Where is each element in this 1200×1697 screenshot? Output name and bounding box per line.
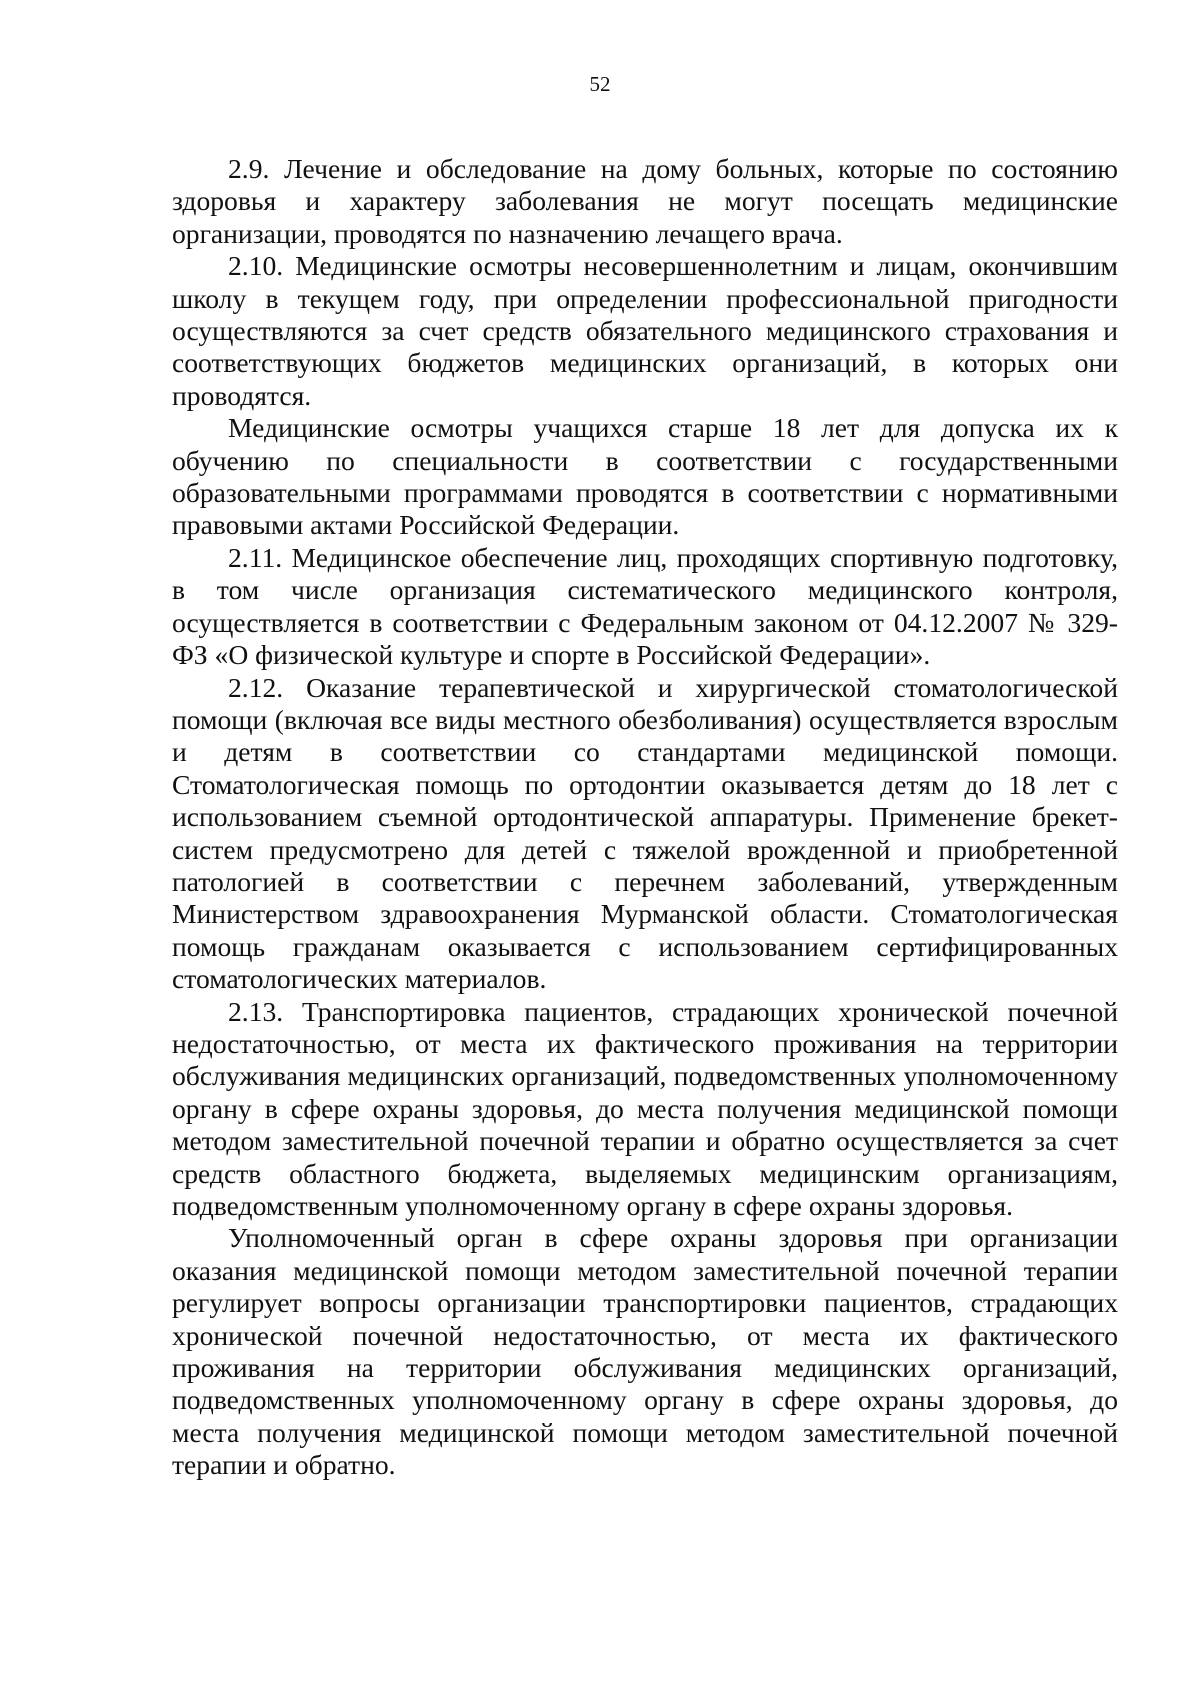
paragraph-2-11: 2.11. Медицинское обеспечение лиц, проходящих спортивную подготовку, в том числе организация систематического медицинского контроля, осуществляется в соответствии с Федеральным законом от 04.12.2007 № 329-ФЗ «О физической культуре и спорте в Российской Федерации». xyxy=(172,541,1118,671)
paragraph-2-12: 2.12. Оказание терапевтической и хирургической стоматологической помощи (включая все виды местного обезболивания) осуществляется взрослым и детям в соответствии со стандартами медицинской помощи. Стоматологическая помощь по ортодонтии оказывается детям до 18 лет с использованием съемной ортодонтической аппаратуры. Применение брекет-систем предусмотрено для детей с тяжелой врожденной и приобретенной патологией в соответствии с перечнем заболеваний, утвержденным Министерством здравоохранения Мурманской области. Стоматологическая помощь гражданам оказывается с использованием сертифицированных стоматологических материалов. xyxy=(172,671,1118,995)
paragraph-2-13: 2.13. Транспортировка пациентов, страдающих хронической почечной недостаточностью, от места их фактического проживания на территории обслуживания медицинских организаций, подведомственных уполномоченному органу в сфере охраны здоровья, до места получения медицинской помощи методом заместительной почечной терапии и обратно осуществляется за счет средств областного бюджета, выделяемых медицинским организациям, подведомственным уполномоченному органу в сфере охраны здоровья. xyxy=(172,995,1118,1221)
paragraph-2-9: 2.9. Лечение и обследование на дому больных, которые по состоянию здоровья и характеру заболевания не могут посещать медицинские организации, проводятся по назначению лечащего врача. xyxy=(172,153,1118,249)
document-body xyxy=(172,153,1118,1482)
paragraph-2-10: 2.10. Медицинские осмотры несовершеннолетним и лицам, окончившим школу в текущем году, при определении профессиональной пригодности осуществляются за счет средств обязательного медицинского страхования и соответствующих бюджетов медицинских организаций, в которых они проводятся. xyxy=(172,250,1118,411)
page-number: 52 xyxy=(589,72,611,96)
paragraph-2-13-continued: Уполномоченный орган в сфере охраны здоровья при организации оказания медицинской помощи методом заместительной почечной терапии регулирует вопросы организации транспортировки пациентов, страдающих хронической почечной недостаточностью, от места их фактического проживания на территории обслуживания медицинских организаций, подведомственных уполномоченному органу в сфере охраны здоровья, до места получения медицинской помощи методом заместительной почечной терапии и обратно. xyxy=(172,1222,1118,1481)
paragraph-2-10-continued: Медицинские осмотры учащихся старше 18 лет для допуска их к обучению по специальности в соответствии с государственными образовательными программами проводятся в соответствии с нормативными правовыми актами Российской Федерации. xyxy=(172,412,1118,541)
